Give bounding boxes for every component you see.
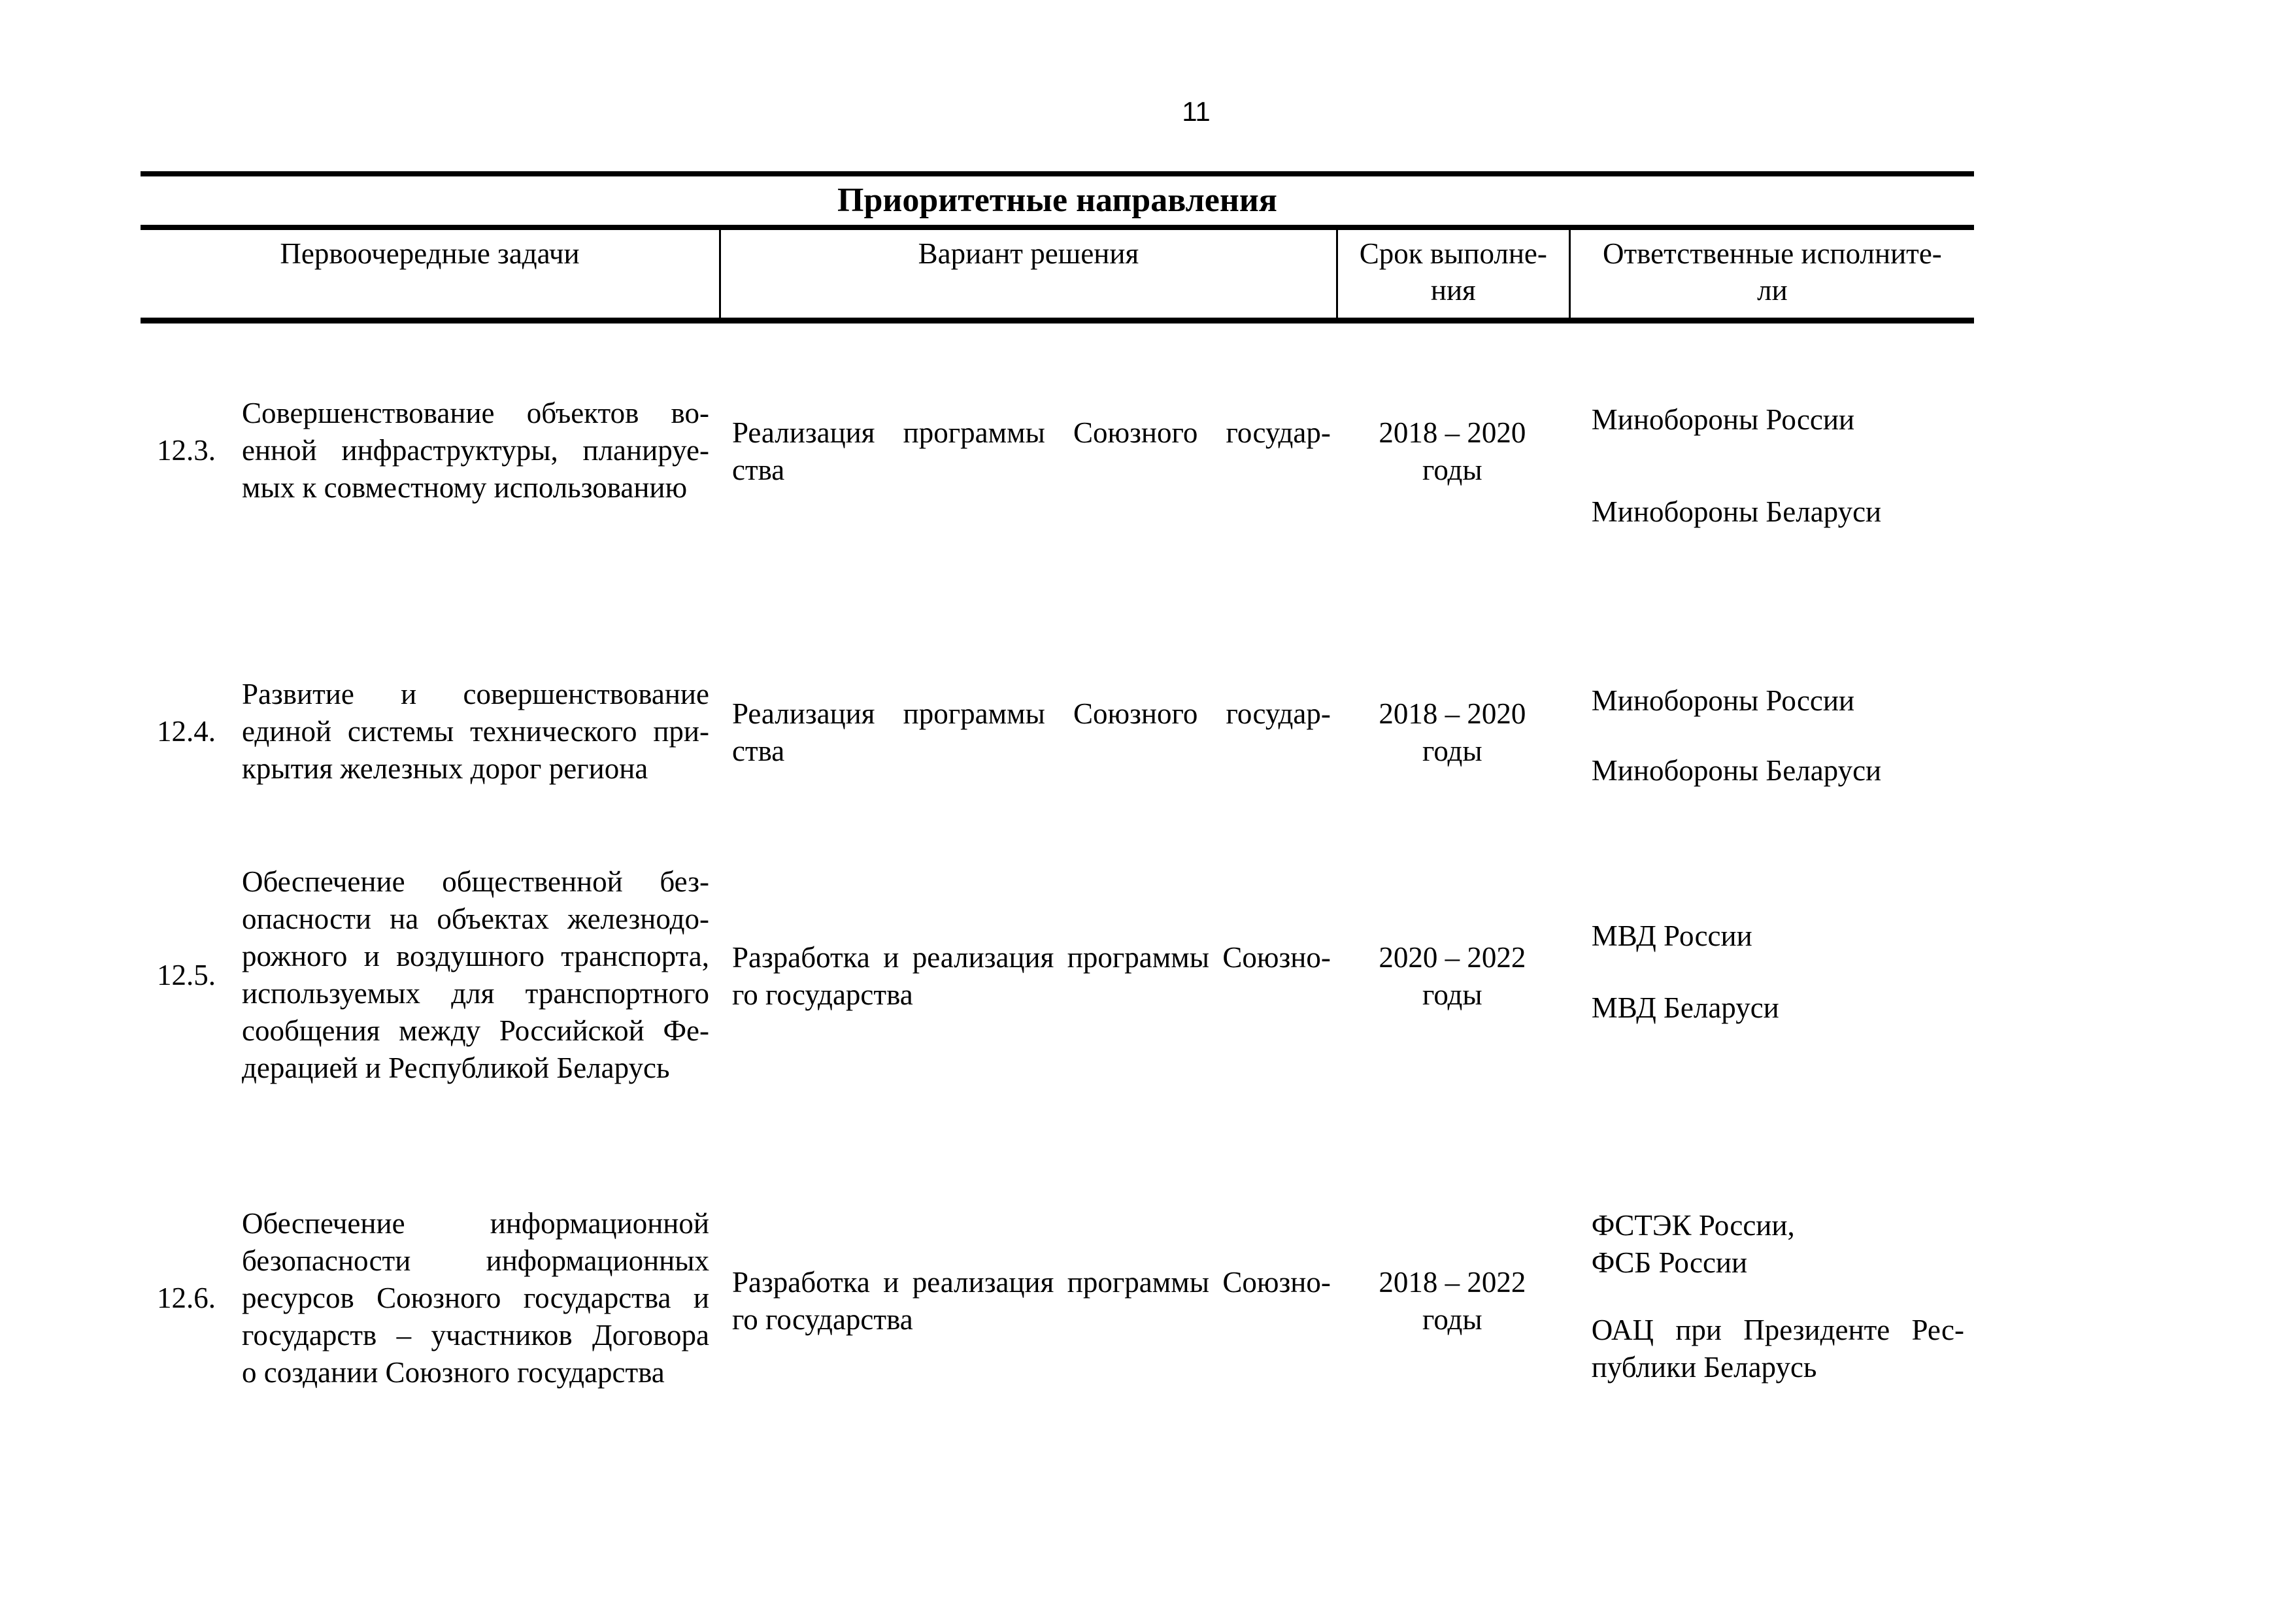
- text-line: Разработка и реализация программы Союзно-: [731, 941, 1331, 974]
- text-line: Минобороны Беларуси: [1591, 754, 1882, 787]
- term-text: [1336, 1264, 1569, 1338]
- table-row: [141, 824, 1974, 1166]
- page-number: 11: [1182, 96, 1211, 127]
- text-line: Вариант решения: [918, 237, 1139, 270]
- term-cell: [1336, 323, 1569, 635]
- text-line: ства: [731, 735, 785, 767]
- text-line: Развитие и совершенствование: [242, 678, 709, 710]
- solution-text: [732, 695, 1331, 770]
- text-line: ства: [731, 454, 785, 486]
- responsible-cell: [1569, 323, 1974, 635]
- text-line: государств – участников Договора: [242, 1319, 709, 1351]
- responsible-cell: [1569, 1166, 1974, 1624]
- text-line: 2018 – 2022: [1379, 1266, 1526, 1299]
- responsible-entry: [1592, 493, 1964, 531]
- text-line: Разработка и реализация программы Союзно-: [731, 1266, 1331, 1299]
- text-line: годы: [1422, 1303, 1482, 1336]
- priorities-table: [141, 171, 1974, 1624]
- text-line: ФСБ России: [1591, 1246, 1748, 1279]
- text-line: единой системы технического при-: [242, 715, 709, 748]
- responsible-entry: [1592, 401, 1964, 439]
- solution-text: [732, 414, 1331, 489]
- table-title: Приоритетные направления: [141, 171, 1974, 225]
- row-number: 12.3.: [157, 434, 216, 467]
- solution-cell: [719, 635, 1336, 824]
- text-line: го государства: [731, 978, 913, 1011]
- task-text: [242, 395, 709, 506]
- text-line: Обеспечение общественной без-: [242, 865, 709, 898]
- text-line: МВД Беларуси: [1591, 991, 1779, 1024]
- term-text: [1336, 695, 1569, 770]
- task-text: [242, 863, 709, 1087]
- text-line: крытия железных дорог региона: [242, 752, 648, 785]
- responsible-entry: [1592, 682, 1964, 720]
- text-line: Совершенствование объектов во-: [242, 397, 709, 429]
- text-line: 2018 – 2020: [1379, 697, 1526, 730]
- text-line: ОАЦ при Президенте Рес-: [1591, 1314, 1964, 1346]
- text-line: Срок выполне-: [1359, 237, 1547, 270]
- column-header-solution: [719, 230, 1336, 318]
- text-line: публики Беларусь: [1591, 1351, 1817, 1384]
- term-text: [1336, 414, 1569, 489]
- text-line: рожного и воздушного транспорта,: [242, 940, 709, 972]
- text-line: Реализация программы Союзного государ-: [731, 416, 1331, 449]
- text-line: дерацией и Республикой Беларусь: [242, 1052, 670, 1084]
- text-line: ресурсов Союзного государства и: [242, 1282, 709, 1314]
- text-line: годы: [1422, 978, 1482, 1011]
- text-line: о создании Союзного государства: [242, 1356, 665, 1389]
- table-row: [141, 635, 1974, 824]
- text-line: Ответственные исполните-: [1602, 237, 1942, 270]
- task-cell: [141, 323, 719, 635]
- text-line: 2018 – 2020: [1379, 416, 1526, 449]
- solution-cell: [719, 323, 1336, 635]
- row-number: 12.6.: [157, 1282, 216, 1314]
- term-cell: [1336, 1166, 1569, 1624]
- responsible-entry: [1592, 752, 1964, 789]
- solution-text: [732, 939, 1331, 1014]
- table-header: [141, 225, 1974, 323]
- text-line: Минобороны России: [1591, 403, 1855, 436]
- responsible-cell: [1569, 635, 1974, 824]
- solution-cell: [719, 1166, 1336, 1624]
- responsible-entry: [1592, 989, 1964, 1027]
- term-cell: [1336, 824, 1569, 1166]
- text-line: МВД России: [1591, 920, 1752, 952]
- text-line: го государства: [731, 1303, 913, 1336]
- text-line: ли: [1757, 274, 1788, 307]
- text-line: Первоочередные задачи: [280, 237, 580, 270]
- table-row: [141, 323, 1974, 635]
- text-line: годы: [1422, 735, 1482, 767]
- table-row: [141, 1166, 1974, 1624]
- text-line: годы: [1422, 454, 1482, 486]
- responsible-cell: [1569, 824, 1974, 1166]
- task-cell: [141, 1166, 719, 1624]
- text-line: ния: [1430, 274, 1476, 307]
- text-line: енной инфраструктуры, планируе-: [242, 434, 709, 467]
- text-line: опасности на объектах железнодо-: [242, 903, 709, 935]
- term-cell: [1336, 635, 1569, 824]
- solution-text: [732, 1264, 1331, 1338]
- text-line: мых к совместному использованию: [242, 471, 688, 504]
- text-line: Минобороны Беларуси: [1591, 495, 1882, 528]
- text-line: ФСТЭК России,: [1591, 1209, 1795, 1242]
- task-cell: [141, 635, 719, 824]
- text-line: Реализация программы Союзного государ-: [731, 697, 1331, 730]
- responsible-entry: [1592, 1312, 1964, 1386]
- text-line: используемых для транспортного: [242, 977, 709, 1010]
- text-line: сообщения между Российской Фе-: [242, 1014, 709, 1047]
- row-number: 12.5.: [157, 958, 216, 991]
- task-cell: [141, 824, 719, 1166]
- solution-cell: [719, 824, 1336, 1166]
- row-number: 12.4.: [157, 715, 216, 748]
- task-text: [242, 676, 709, 787]
- text-line: Минобороны России: [1591, 684, 1855, 717]
- task-text: [242, 1205, 709, 1391]
- text-line: Обеспечение информационной: [242, 1207, 709, 1240]
- column-header-term: [1336, 230, 1569, 318]
- column-header-tasks: [141, 230, 719, 318]
- text-line: 2020 – 2022: [1379, 941, 1526, 974]
- responsible-entry: [1592, 1207, 1964, 1282]
- term-text: [1336, 939, 1569, 1014]
- responsible-entry: [1592, 918, 1964, 955]
- text-line: безопасности информационных: [242, 1244, 709, 1277]
- column-header-responsible: [1569, 230, 1974, 318]
